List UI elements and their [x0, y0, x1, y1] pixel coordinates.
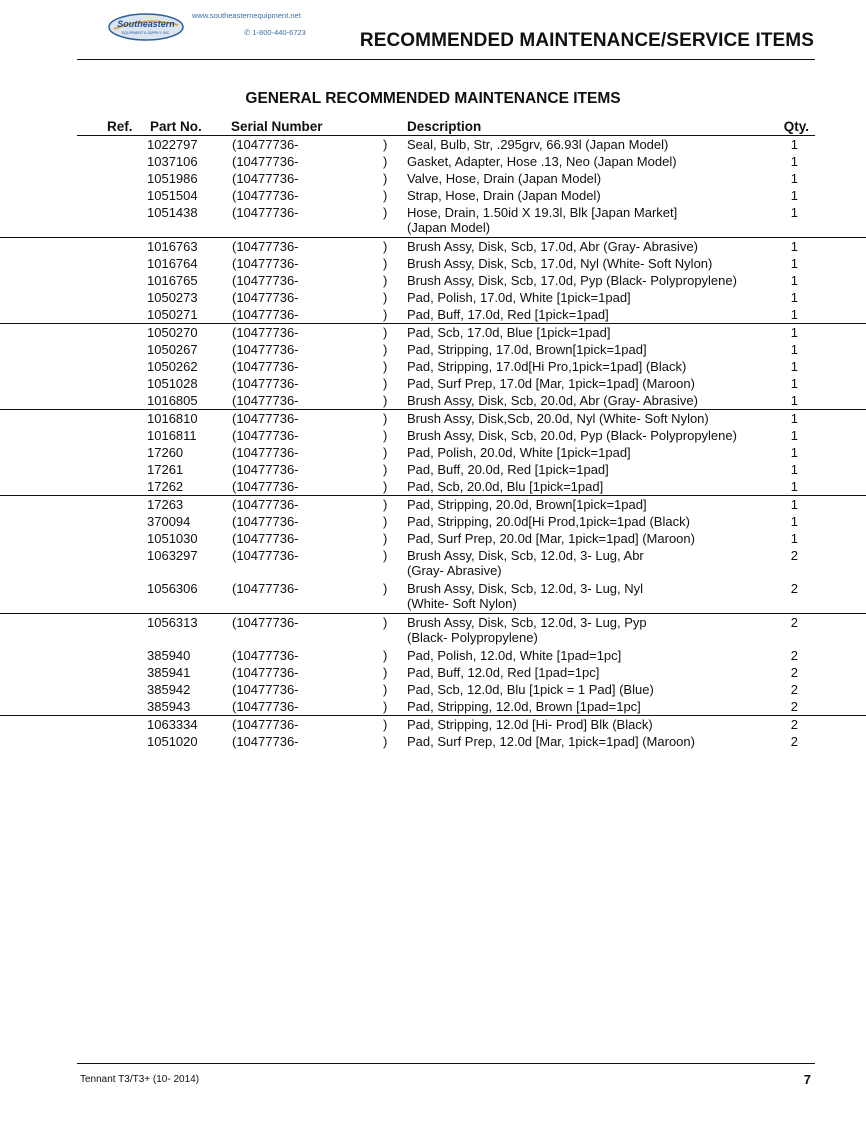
- serial-close: ): [383, 462, 388, 477]
- table-row: [0, 358, 866, 375]
- serial-number: (10477736-: [232, 376, 299, 391]
- description: Pad, Stripping, 17.0d, Brown[1pick=1pad]: [407, 342, 647, 357]
- serial-close: ): [383, 445, 388, 460]
- col-header-serial: Serial Number: [231, 119, 323, 134]
- part-number: 1050271: [147, 307, 198, 322]
- table-row: [0, 513, 866, 530]
- quantity: 2: [790, 717, 798, 732]
- description: Brush Assy, Disk, Scb, 17.0d, Pyp (Black- Polypropylene): [407, 273, 737, 288]
- table-row: [0, 375, 866, 392]
- table-row: [0, 255, 866, 272]
- serial-close: ): [383, 665, 388, 680]
- table-row: [0, 341, 866, 358]
- serial-close: ): [383, 137, 388, 152]
- serial-close: ): [383, 205, 388, 220]
- serial-close: ): [383, 581, 388, 596]
- description: Brush Assy, Disk, Scb, 12.0d, 3- Lug, Abr (Gray- Abrasive): [407, 548, 644, 578]
- description: Brush Assy, Disk, Scb, 17.0d, Abr (Gray- Abrasive): [407, 239, 698, 254]
- quantity: 2: [790, 615, 798, 630]
- quantity: 2: [790, 648, 798, 663]
- part-number: 1051020: [147, 734, 198, 749]
- table-row: [0, 272, 866, 289]
- part-number: 1051028: [147, 376, 198, 391]
- table-row: [0, 478, 866, 495]
- serial-close: ): [383, 648, 388, 663]
- part-number: 17260: [147, 445, 184, 460]
- table-row: [0, 664, 866, 681]
- quantity: 2: [790, 665, 798, 680]
- description: Pad, Surf Prep, 12.0d [Mar, 1pick=1pad] (Maroon): [407, 734, 695, 749]
- col-header-ref: Ref.: [107, 119, 133, 134]
- table-row: [0, 444, 866, 461]
- serial-close: ): [383, 393, 388, 408]
- table-row: [0, 698, 866, 715]
- serial-number: (10477736-: [232, 648, 299, 663]
- serial-number: (10477736-: [232, 445, 299, 460]
- description: Pad, Stripping, 20.0d[Hi Prod,1pick=1pad (Black): [407, 514, 690, 529]
- serial-number: (10477736-: [232, 462, 299, 477]
- description: Brush Assy, Disk, Scb, 17.0d, Nyl (White- Soft Nylon): [407, 256, 713, 271]
- quantity: 1: [790, 137, 798, 152]
- serial-number: (10477736-: [232, 581, 299, 596]
- serial-close: ): [383, 188, 388, 203]
- table-row: [0, 153, 866, 170]
- quantity: 2: [790, 682, 798, 697]
- serial-close: ): [383, 256, 388, 271]
- part-number: 1063334: [147, 717, 198, 732]
- quantity: 1: [790, 531, 798, 546]
- table-row: [0, 204, 866, 237]
- description: Brush Assy, Disk, Scb, 12.0d, 3- Lug, Pyp (Black- Polypropylene): [407, 615, 647, 645]
- quantity: 2: [790, 548, 798, 563]
- quantity: 1: [790, 411, 798, 426]
- section-title: GENERAL RECOMMENDED MAINTENANCE ITEMS: [245, 90, 621, 107]
- serial-close: ): [383, 717, 388, 732]
- part-number: 1051438: [147, 205, 198, 220]
- part-number: 1050262: [147, 359, 198, 374]
- serial-number: (10477736-: [232, 615, 299, 630]
- table-row: [0, 392, 866, 409]
- serial-close: ): [383, 734, 388, 749]
- quantity: 1: [790, 428, 798, 443]
- serial-number: (10477736-: [232, 479, 299, 494]
- description: Brush Assy, Disk, Scb, 20.0d, Abr (Gray- Abrasive): [407, 393, 698, 408]
- description: Hose, Drain, 1.50id X 19.3l, Blk [Japan Market] (Japan Model): [407, 205, 678, 235]
- serial-number: (10477736-: [232, 188, 299, 203]
- serial-number: (10477736-: [232, 239, 299, 254]
- quantity: 1: [790, 290, 798, 305]
- part-number: 1051504: [147, 188, 198, 203]
- table-row: [0, 613, 866, 647]
- svg-text:Southeastern: Southeastern: [117, 19, 175, 29]
- serial-number: (10477736-: [232, 307, 299, 322]
- serial-close: ): [383, 290, 388, 305]
- part-number: 1063297: [147, 548, 198, 563]
- description: Pad, Stripping, 17.0d[Hi Pro,1pick=1pad] (Black): [407, 359, 687, 374]
- part-number: 1050270: [147, 325, 198, 340]
- serial-close: ): [383, 239, 388, 254]
- table-row: [0, 547, 866, 580]
- quantity: 2: [790, 699, 798, 714]
- serial-number: (10477736-: [232, 665, 299, 680]
- serial-close: ): [383, 171, 388, 186]
- table-row: [0, 461, 866, 478]
- serial-close: ): [383, 342, 388, 357]
- quantity: 1: [790, 188, 798, 203]
- part-number: 17261: [147, 462, 184, 477]
- quantity: 1: [790, 497, 798, 512]
- header-divider: [77, 59, 815, 60]
- description: Pad, Scb, 17.0d, Blue [1pick=1pad]: [407, 325, 611, 340]
- table-row: [0, 237, 866, 255]
- quantity: 1: [790, 171, 798, 186]
- serial-close: ): [383, 307, 388, 322]
- description: Pad, Surf Prep, 17.0d [Mar, 1pick=1pad] (Maroon): [407, 376, 695, 391]
- part-number: 1016810: [147, 411, 198, 426]
- description: Pad, Scb, 20.0d, Blu [1pick=1pad]: [407, 479, 604, 494]
- footer-model: Tennant T3/T3+ (10- 2014): [80, 1074, 200, 1085]
- table-row: [0, 289, 866, 306]
- quantity: 1: [790, 376, 798, 391]
- table-row: [0, 580, 866, 613]
- serial-number: (10477736-: [232, 682, 299, 697]
- quantity: 2: [790, 734, 798, 749]
- description: Pad, Buff, 20.0d, Red [1pick=1pad]: [407, 462, 609, 477]
- part-number: 1016763: [147, 239, 198, 254]
- description: Gasket, Adapter, Hose .13, Neo (Japan Model): [407, 154, 677, 169]
- phone-text: 1-800-440-6723: [252, 28, 306, 37]
- table-header: [0, 119, 866, 135]
- part-number: 17263: [147, 497, 184, 512]
- serial-close: ): [383, 514, 388, 529]
- part-number: 17262: [147, 479, 184, 494]
- serial-number: (10477736-: [232, 699, 299, 714]
- part-number: 1050267: [147, 342, 198, 357]
- table-row: [0, 681, 866, 698]
- part-number: 370094: [147, 514, 191, 529]
- quantity: 1: [790, 479, 798, 494]
- table-row: [0, 427, 866, 444]
- serial-close: ): [383, 428, 388, 443]
- part-number: 1022797: [147, 137, 198, 152]
- serial-number: (10477736-: [232, 428, 299, 443]
- serial-number: (10477736-: [232, 359, 299, 374]
- serial-close: ): [383, 411, 388, 426]
- page-number: 7: [803, 1072, 811, 1087]
- quantity: 1: [790, 445, 798, 460]
- part-number: 1016765: [147, 273, 198, 288]
- description: Pad, Stripping, 12.0d [Hi- Prod] Blk (Black): [407, 717, 653, 732]
- table-row: [0, 495, 866, 513]
- part-number: 1051030: [147, 531, 198, 546]
- description: Pad, Stripping, 20.0d, Brown[1pick=1pad]: [407, 497, 647, 512]
- quantity: 1: [790, 256, 798, 271]
- serial-number: (10477736-: [232, 393, 299, 408]
- table-row: [0, 323, 866, 341]
- description: Pad, Buff, 12.0d, Red [1pad=1pc]: [407, 665, 600, 680]
- description: Seal, Bulb, Str, .295grv, 66.93l (Japan Model): [407, 137, 669, 152]
- part-number: 385941: [147, 665, 191, 680]
- part-number: 385942: [147, 682, 191, 697]
- description: Brush Assy, Disk, Scb, 12.0d, 3- Lug, Nyl (White- Soft Nylon): [407, 581, 644, 611]
- serial-number: (10477736-: [232, 342, 299, 357]
- part-number: 1016805: [147, 393, 198, 408]
- table-row: [0, 733, 866, 750]
- col-header-qty: Qty.: [783, 119, 809, 134]
- serial-number: (10477736-: [232, 531, 299, 546]
- serial-number: (10477736-: [232, 137, 299, 152]
- table-row: [0, 715, 866, 733]
- serial-number: (10477736-: [232, 325, 299, 340]
- part-number: 1037106: [147, 154, 198, 169]
- parts-table: [0, 136, 866, 750]
- quantity: 1: [790, 514, 798, 529]
- quantity: 1: [790, 342, 798, 357]
- svg-text:EQUIPMENT & SUPPLY, INC.: EQUIPMENT & SUPPLY, INC.: [121, 31, 171, 35]
- serial-close: ): [383, 154, 388, 169]
- serial-number: (10477736-: [232, 171, 299, 186]
- website-link[interactable]: www.southeasternequipment.net: [192, 11, 301, 20]
- serial-number: (10477736-: [232, 273, 299, 288]
- quantity: 2: [790, 581, 798, 596]
- quantity: 1: [790, 273, 798, 288]
- description: Pad, Polish, 17.0d, White [1pick=1pad]: [407, 290, 631, 305]
- description: Pad, Scb, 12.0d, Blu [1pick = 1 Pad] (Blue): [407, 682, 654, 697]
- table-row: [0, 306, 866, 323]
- serial-close: ): [383, 682, 388, 697]
- phone-number: [244, 28, 306, 37]
- description: Pad, Surf Prep, 20.0d [Mar, 1pick=1pad] (Maroon): [407, 531, 695, 546]
- col-header-description: Description: [407, 119, 482, 134]
- serial-close: ): [383, 273, 388, 288]
- part-number: 1050273: [147, 290, 198, 305]
- serial-number: (10477736-: [232, 514, 299, 529]
- serial-close: ): [383, 699, 388, 714]
- serial-number: (10477736-: [232, 256, 299, 271]
- part-number: 385940: [147, 648, 191, 663]
- serial-number: (10477736-: [232, 290, 299, 305]
- serial-close: ): [383, 359, 388, 374]
- quantity: 1: [790, 239, 798, 254]
- serial-close: ): [383, 497, 388, 512]
- serial-close: ): [383, 531, 388, 546]
- description: Pad, Buff, 17.0d, Red [1pick=1pad]: [407, 307, 609, 322]
- table-row: [0, 647, 866, 664]
- serial-number: (10477736-: [232, 205, 299, 220]
- serial-close: ): [383, 548, 388, 563]
- description: Brush Assy, Disk,Scb, 20.0d, Nyl (White- Soft Nylon): [407, 411, 709, 426]
- table-row: [0, 136, 866, 153]
- serial-close: ): [383, 615, 388, 630]
- quantity: 1: [790, 205, 798, 220]
- serial-number: (10477736-: [232, 548, 299, 563]
- description: Brush Assy, Disk, Scb, 20.0d, Pyp (Black- Polypropylene): [407, 428, 737, 443]
- page-title: RECOMMENDED MAINTENANCE/SERVICE ITEMS: [359, 30, 814, 51]
- description: Valve, Hose, Drain (Japan Model): [407, 171, 602, 186]
- table-row: [0, 187, 866, 204]
- col-header-part: Part No.: [150, 119, 202, 134]
- table-row: [0, 409, 866, 427]
- part-number: 1056306: [147, 581, 198, 596]
- description: Pad, Polish, 12.0d, White [1pad=1pc]: [407, 648, 622, 663]
- quantity: 1: [790, 307, 798, 322]
- serial-close: ): [383, 325, 388, 340]
- quantity: 1: [790, 325, 798, 340]
- quantity: 1: [790, 462, 798, 477]
- phone-icon: ✆: [244, 28, 251, 37]
- part-number: 1016764: [147, 256, 198, 271]
- quantity: 1: [790, 154, 798, 169]
- company-logo: [108, 12, 184, 42]
- description: Pad, Polish, 20.0d, White [1pick=1pad]: [407, 445, 631, 460]
- part-number: 1016811: [147, 428, 197, 443]
- table-row: [0, 170, 866, 187]
- serial-close: ): [383, 376, 388, 391]
- part-number: 1056313: [147, 615, 198, 630]
- serial-number: (10477736-: [232, 497, 299, 512]
- description: Pad, Stripping, 12.0d, Brown [1pad=1pc]: [407, 699, 641, 714]
- table-row: [0, 530, 866, 547]
- serial-number: (10477736-: [232, 734, 299, 749]
- serial-number: (10477736-: [232, 717, 299, 732]
- quantity: 1: [790, 359, 798, 374]
- footer-divider: [77, 1063, 815, 1064]
- serial-number: (10477736-: [232, 411, 299, 426]
- serial-close: ): [383, 479, 388, 494]
- quantity: 1: [790, 393, 798, 408]
- part-number: 385943: [147, 699, 191, 714]
- description: Strap, Hose, Drain (Japan Model): [407, 188, 601, 203]
- part-number: 1051986: [147, 171, 198, 186]
- serial-number: (10477736-: [232, 154, 299, 169]
